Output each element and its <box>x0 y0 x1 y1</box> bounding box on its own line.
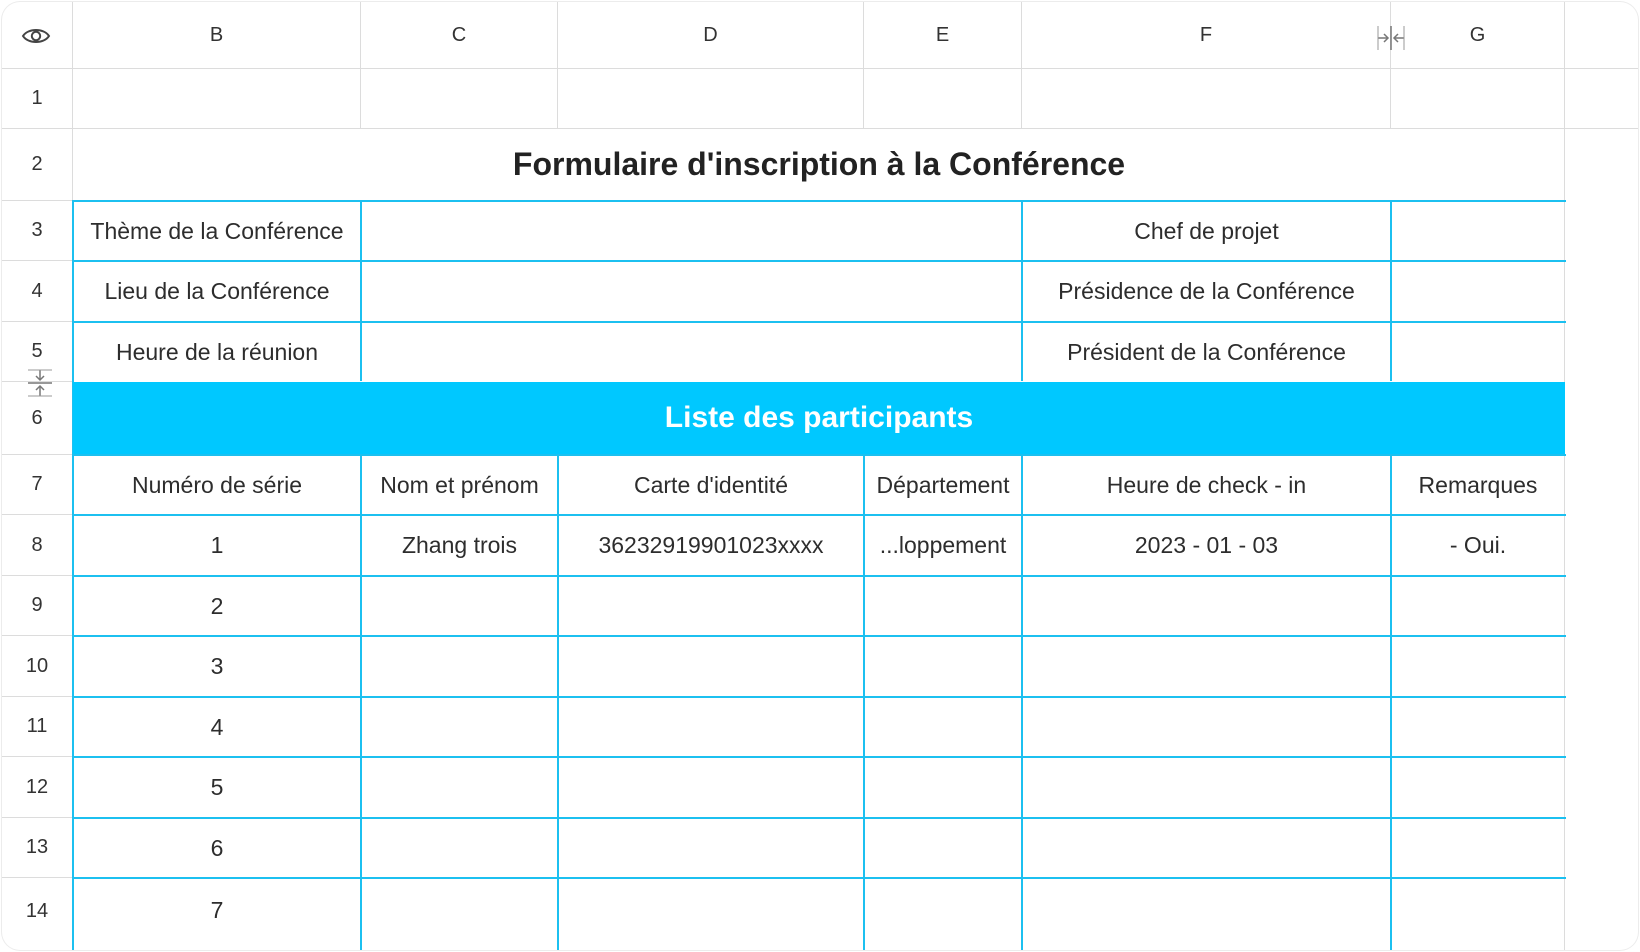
heure-label-cell[interactable]: Heure de la réunion <box>115 338 319 365</box>
table-cell[interactable] <box>1392 819 1564 877</box>
table-cell[interactable] <box>362 637 557 696</box>
theme-value-cell[interactable] <box>362 202 1021 260</box>
table-cell[interactable] <box>559 758 863 817</box>
participants-banner-label: Liste des participants <box>664 401 974 434</box>
table-cell[interactable] <box>865 698 1021 756</box>
table-cell[interactable]: 3 <box>210 653 224 679</box>
row-header-4[interactable]: 4 <box>31 279 43 302</box>
lieu-value-cell[interactable] <box>362 262 1021 321</box>
row-header-8[interactable]: 8 <box>31 533 43 556</box>
column-header-f[interactable]: F <box>1199 23 1213 46</box>
row-header-14[interactable]: 14 <box>25 900 49 922</box>
table-cell[interactable] <box>865 577 1021 635</box>
table-cell[interactable] <box>865 758 1021 817</box>
table-cell[interactable] <box>1392 758 1564 817</box>
table-cell[interactable] <box>559 577 863 635</box>
table-cell[interactable]: ...loppement <box>879 532 1007 558</box>
table-cell[interactable]: 36232919901023xxxx <box>598 532 824 558</box>
presidence-value-cell[interactable] <box>1392 262 1564 321</box>
row-header-13[interactable]: 13 <box>25 836 49 858</box>
row-collapse-icon[interactable] <box>26 368 54 398</box>
table-cell[interactable]: 2 <box>210 592 224 619</box>
table-cell[interactable] <box>362 819 557 877</box>
table-cell[interactable] <box>1023 758 1390 817</box>
column-header-d[interactable]: D <box>703 23 718 46</box>
header-nom[interactable]: Nom et prénom <box>380 471 539 498</box>
column-header-e[interactable]: E <box>935 23 950 46</box>
table-cell[interactable] <box>559 637 863 696</box>
table-cell[interactable] <box>1023 698 1390 756</box>
theme-label-cell[interactable]: Thème de la Conférence <box>90 217 344 244</box>
table-cell[interactable] <box>559 698 863 756</box>
table-cell[interactable] <box>362 577 557 635</box>
presidence-label-cell[interactable]: Présidence de la Conférence <box>1058 278 1355 304</box>
row-header-12[interactable]: 12 <box>25 775 49 798</box>
table-cell[interactable]: 5 <box>210 774 224 800</box>
row-header-1[interactable]: 1 <box>31 87 43 109</box>
column-header-c[interactable]: C <box>451 23 467 46</box>
row-header-5[interactable]: 5 <box>31 340 43 362</box>
table-cell[interactable] <box>1392 577 1564 635</box>
row-header-10[interactable]: 10 <box>25 654 49 677</box>
spreadsheet <box>2 2 1638 950</box>
header-remarques[interactable]: Remarques <box>1418 471 1538 498</box>
table-cell[interactable]: 1 <box>210 532 224 558</box>
table-cell[interactable] <box>1392 637 1564 696</box>
table-cell[interactable]: 4 <box>210 713 224 740</box>
header-departement[interactable]: Département <box>876 471 1010 498</box>
president-label-cell[interactable]: Président de la Conférence <box>1067 338 1346 365</box>
table-cell[interactable] <box>865 819 1021 877</box>
column-header-b[interactable]: B <box>209 23 224 46</box>
row-header-9[interactable]: 9 <box>31 594 43 616</box>
table-cell[interactable] <box>1023 637 1390 696</box>
lieu-label-cell[interactable]: Lieu de la Conférence <box>104 278 330 304</box>
table-cell[interactable]: 6 <box>210 834 224 861</box>
eye-icon[interactable] <box>20 24 52 48</box>
row-header-11[interactable]: 11 <box>26 715 48 737</box>
header-numero[interactable]: Numéro de série <box>131 471 303 498</box>
heure-value-cell[interactable] <box>362 323 1021 381</box>
table-cell[interactable] <box>1023 577 1390 635</box>
table-cell[interactable]: 2023 - 01 - 03 <box>1134 532 1279 558</box>
column-collapse-icon[interactable] <box>1376 24 1406 52</box>
header-carte[interactable]: Carte d'identité <box>634 471 788 498</box>
president-value-cell[interactable] <box>1392 323 1564 381</box>
table-cell[interactable]: - Oui. <box>1449 532 1507 558</box>
grid-line <box>2 68 1638 69</box>
row-header-7[interactable]: 7 <box>31 473 43 495</box>
table-cell[interactable] <box>362 698 557 756</box>
row-header-3[interactable]: 3 <box>31 219 43 241</box>
row-header-6[interactable]: 6 <box>31 406 43 429</box>
chef-label-cell[interactable]: Chef de projet <box>1134 217 1279 244</box>
table-cell[interactable] <box>1392 698 1564 756</box>
table-cell[interactable] <box>865 637 1021 696</box>
table-cell[interactable] <box>362 758 557 817</box>
table-cell[interactable]: 7 <box>210 897 224 923</box>
table-cell[interactable] <box>1023 819 1390 877</box>
table-cell[interactable]: Zhang trois <box>401 532 518 558</box>
chef-value-cell[interactable] <box>1392 202 1564 260</box>
row-header-2[interactable]: 2 <box>31 153 43 175</box>
form-title[interactable]: Formulaire d'inscription à la Conférence <box>512 146 1126 182</box>
header-checkin[interactable]: Heure de check - in <box>1106 471 1307 498</box>
table-cell[interactable] <box>559 819 863 877</box>
column-header-g[interactable]: G <box>1469 23 1486 46</box>
